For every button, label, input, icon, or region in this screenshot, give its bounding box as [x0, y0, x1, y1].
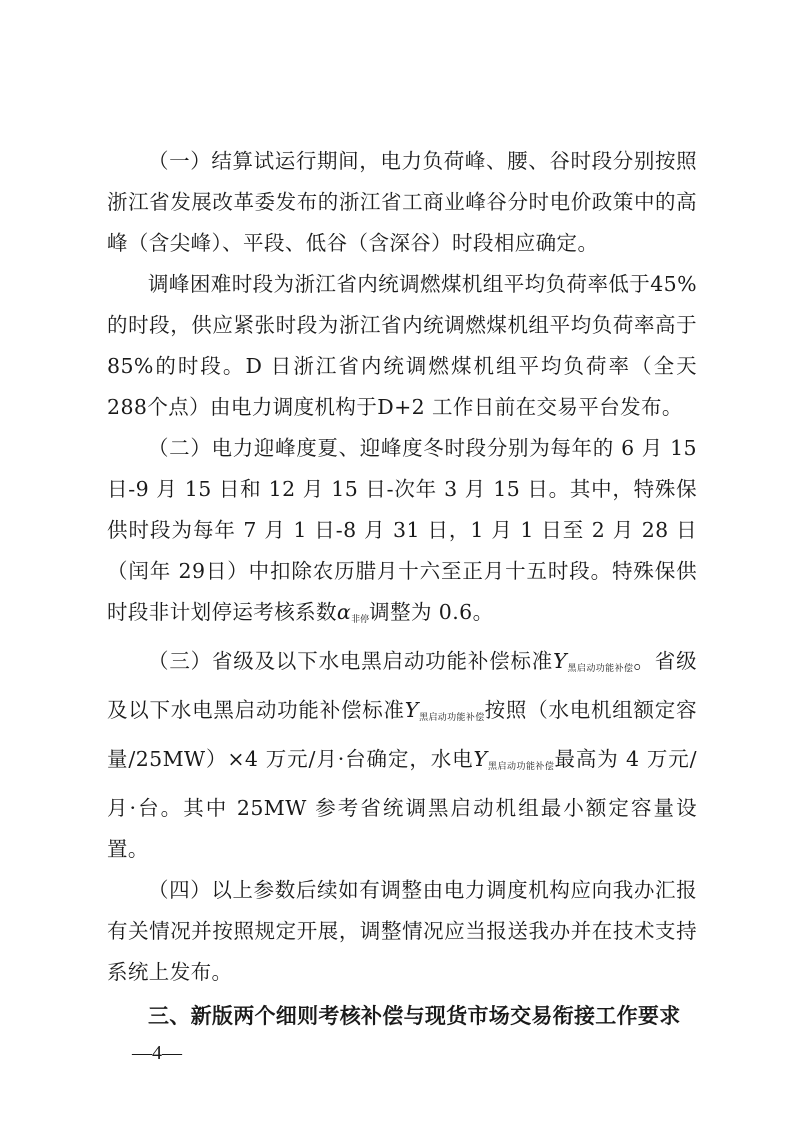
document-body [107, 141, 697, 1037]
alpha-symbol: α [336, 600, 352, 624]
paragraph-peak-regulation: 调峰困难时段为浙江省内统调燃煤机组平均负荷率低于45%的时段，供应紧张时段为浙江省内统调燃煤机组平均负荷率高于85%的时段。D 日浙江省内统调燃煤机组平均负荷率（全天 288个点）由电力调度机构于D+2 工作日前在交易平台发布。 [107, 272, 697, 419]
paragraph-settlement-periods: （一）结算试运行期间，电力负荷峰、腰、谷时段分别按照浙江省发展改革委发布的浙江省工商业峰谷分时电价政策中的高峰（含尖峰）、平段、低谷（含深谷）时段相应确定。 [107, 149, 697, 255]
y-subscript-3: 黑启动功能补偿 [487, 762, 555, 772]
paragraph-peak-seasons-end: 调整为 0.6。 [369, 600, 494, 624]
black-start-text-3: 按照（水电机组额定容量/25MW）×4 万元/月·台确定，水电 [107, 698, 697, 771]
alpha-subscript: 非停 [351, 615, 370, 625]
page-number: —4— [132, 1042, 182, 1064]
paragraph-black-start [107, 641, 697, 870]
y-subscript-2: 黑启动功能补偿 [418, 713, 485, 723]
section-heading: 三、新版两个细则考核补偿与现货市场交易衔接工作要求 [148, 1004, 681, 1028]
black-start-text-2: 。省级及以下水电黑启动功能补偿标准 [107, 649, 697, 722]
y-symbol-2: Y [404, 698, 419, 722]
y-symbol-1: Y [553, 649, 568, 673]
y-symbol-3: Y [473, 747, 488, 771]
y-subscript-1: 黑启动功能补偿 [567, 664, 634, 674]
paragraph-peak-seasons [107, 428, 697, 641]
paragraph-peak-seasons-text: （二）电力迎峰度夏、迎峰度冬时段分别为每年的 6 月 15日-9 月 15 日和 12 月 15 日-次年 3 月 15 日。其中，特殊保供时段为每年 7 月 1 日-8 月 31 日，1 月 1 日至 2 月 28 日（闰年 29日）中扣除农历腊月十六至正月十五时段。特殊保供时段非计划停运考核系数 [107, 436, 697, 624]
black-start-text-4: 最高为 4 万元/月·台。其中 25MW 参考省统调黑启动机组最小额定容量设置。 [107, 747, 697, 861]
paragraph-parameter-adjustment: （四）以上参数后续如有调整由电力调度机构应向我办汇报有关情况并按照规定开展，调整情况应当报送我办并在技术支持系统上发布。 [107, 878, 697, 984]
black-start-text-1: （三）省级及以下水电黑启动功能补偿标准 [148, 649, 554, 673]
